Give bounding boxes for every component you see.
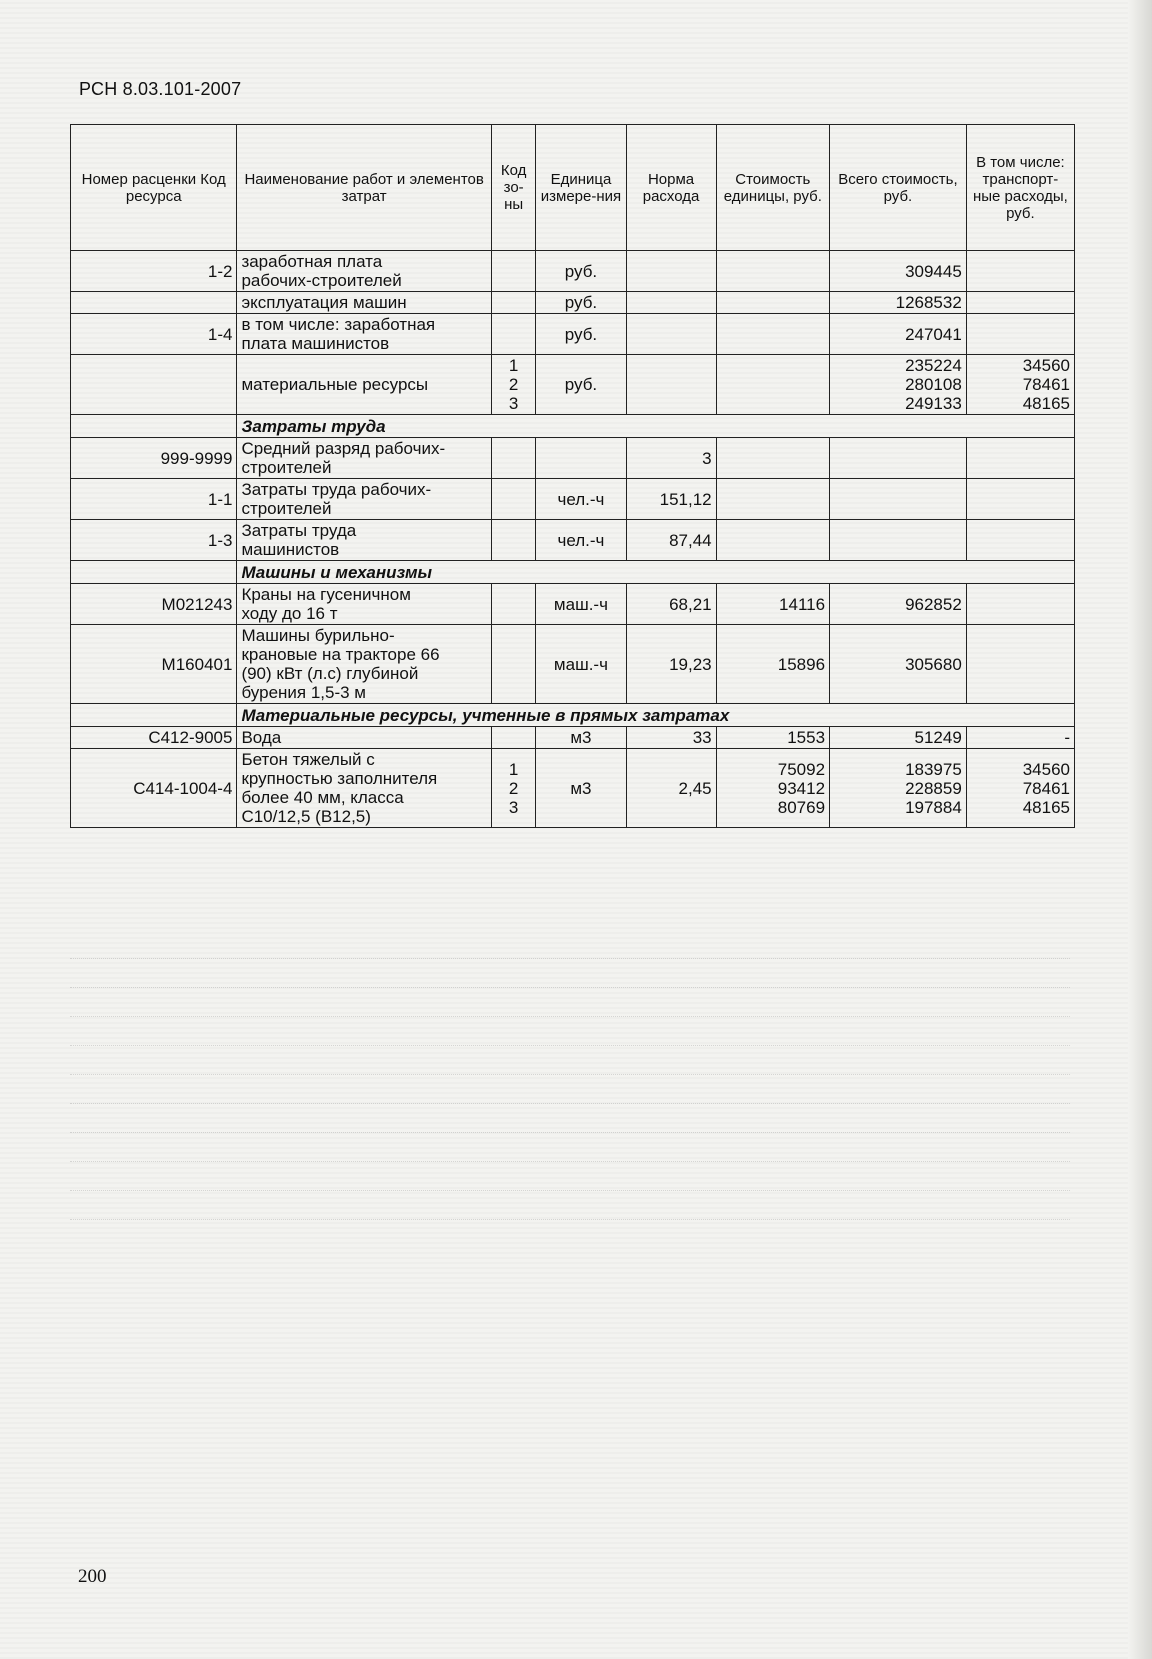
transport-cost-line: 34560: [1022, 759, 1070, 779]
work-name-line: бурения 1,5-3 м: [241, 683, 366, 702]
norm: [626, 355, 716, 415]
resource-code: М021243: [71, 584, 237, 625]
total-cost-line: 962852: [905, 594, 962, 614]
unit-cost-line: 93412: [777, 778, 826, 798]
work-name-line: Затраты труда рабочих-: [241, 480, 432, 499]
unit-cost: [716, 479, 829, 520]
work-name-line: Машины бурильно-: [241, 626, 395, 645]
transport-cost: [966, 292, 1074, 314]
zone-code: [491, 727, 536, 749]
section-title: Машины и механизмы: [237, 561, 1075, 584]
work-name-line: заработная плата: [241, 252, 383, 271]
total-cost-line: 228859: [905, 778, 962, 798]
unit: руб.: [536, 355, 626, 415]
unit-cost: [716, 727, 829, 749]
table-row: [71, 625, 1075, 704]
transport-cost: [966, 625, 1074, 704]
unit: чел.-ч: [536, 520, 626, 561]
transport-cost-line: 78461: [1022, 778, 1070, 798]
unit-cost: [716, 292, 829, 314]
unit-cost: [716, 355, 829, 415]
total-cost: [830, 251, 967, 292]
unit: м3: [536, 727, 626, 749]
section-spacer: [71, 704, 237, 727]
norm: 68,21: [626, 584, 716, 625]
transport-cost: [966, 314, 1074, 355]
table-row: [71, 355, 1075, 415]
page-edge-shadow: [1128, 0, 1152, 1659]
work-name-line: материальные ресурсы: [241, 375, 429, 394]
price-table: [70, 124, 1075, 828]
resource-code: С414-1004-4: [71, 749, 237, 828]
total-cost: [830, 438, 967, 479]
unit-cost: [716, 438, 829, 479]
zone-code-line: 3: [508, 797, 519, 817]
total-cost-line: 309445: [905, 261, 962, 281]
work-name-line: плата машинистов: [241, 334, 390, 353]
table-row: [71, 314, 1075, 355]
unit: руб.: [536, 251, 626, 292]
resource-code: 1-2: [71, 251, 237, 292]
work-name: [237, 251, 491, 292]
work-name: [237, 314, 491, 355]
zone-code: [491, 520, 536, 561]
work-name-line: Вода: [241, 728, 282, 747]
norm: 3: [626, 438, 716, 479]
unit: м3: [536, 749, 626, 828]
header-transport: В том числе: транспорт-ные расходы, руб.: [966, 125, 1074, 251]
zone-code: [491, 479, 536, 520]
total-cost: [830, 749, 967, 828]
section-spacer: [71, 561, 237, 584]
work-name: [237, 292, 491, 314]
unit: руб.: [536, 314, 626, 355]
header-norm: Норма расхода: [626, 125, 716, 251]
zone-code-line: 3: [508, 394, 519, 413]
table-body: [71, 251, 1075, 828]
transport-cost: [966, 251, 1074, 292]
resource-code: [71, 355, 237, 415]
total-cost-line: 249133: [905, 394, 962, 413]
total-cost-line: 235224: [905, 356, 962, 375]
section-title: Материальные ресурсы, учтенные в прямых затратах: [237, 704, 1075, 727]
norm: 2,45: [626, 749, 716, 828]
table-row: [71, 438, 1075, 479]
work-name-line: строителей: [241, 458, 332, 477]
work-name: [237, 625, 491, 704]
zone-code: [491, 438, 536, 479]
total-cost-line: 197884: [905, 797, 962, 817]
work-name: [237, 355, 491, 415]
zone-code: [491, 625, 536, 704]
total-cost-line: 305680: [905, 654, 962, 674]
header-unit: Единица измере-ния: [536, 125, 626, 251]
transport-cost: [966, 355, 1074, 415]
section-title: Затраты труда: [237, 415, 1075, 438]
zone-code: [491, 584, 536, 625]
transport-cost-line: 48165: [1022, 394, 1070, 413]
work-name-line: строителей: [241, 499, 332, 518]
section-row: [71, 561, 1075, 584]
zone-code-line: 1: [508, 759, 519, 779]
resource-code: 1-3: [71, 520, 237, 561]
unit-cost-line: 80769: [777, 797, 826, 817]
unit-cost-line: 15896: [777, 654, 826, 674]
unit-cost: [716, 251, 829, 292]
transport-cost: [966, 438, 1074, 479]
norm: 33: [626, 727, 716, 749]
resource-code: [71, 292, 237, 314]
work-name-line: Краны на гусеничном: [241, 585, 411, 604]
work-name-line: крановые на тракторе 66: [241, 645, 440, 664]
table-row: [71, 479, 1075, 520]
unit-cost: [716, 520, 829, 561]
transport-cost-line: 48165: [1022, 797, 1070, 817]
zone-code: [491, 749, 536, 828]
unit: маш.-ч: [536, 584, 626, 625]
resource-code: 1-1: [71, 479, 237, 520]
norm: [626, 251, 716, 292]
work-name-line: более 40 мм, класса: [241, 788, 404, 807]
unit-cost-line: 1553: [787, 728, 826, 747]
unit-cost: [716, 749, 829, 828]
work-name: [237, 727, 491, 749]
resource-code: 999-9999: [71, 438, 237, 479]
work-name: [237, 438, 491, 479]
header-total: Всего стоимость, руб.: [830, 125, 967, 251]
document-code: РСН 8.03.101-2007: [79, 79, 242, 99]
resource-code: М160401: [71, 625, 237, 704]
header-zone: Код зо-ны: [491, 125, 536, 251]
total-cost: [830, 292, 967, 314]
unit-cost-line: 14116: [779, 594, 826, 614]
bleed-through-lines: [70, 930, 1070, 1530]
header-code: Номер расценки Код ресурса: [71, 125, 237, 251]
work-name-line: крупностью заполнителя: [241, 769, 438, 788]
zone-code-line: 2: [508, 375, 519, 394]
norm: [626, 292, 716, 314]
work-name-line: ходу до 16 т: [241, 604, 338, 623]
total-cost: [830, 625, 967, 704]
transport-cost: [966, 749, 1074, 828]
total-cost-line: 183975: [905, 759, 962, 779]
total-cost-line: 1268532: [895, 293, 962, 312]
transport-cost: [966, 479, 1074, 520]
resource-code: 1-4: [71, 314, 237, 355]
zone-code: [491, 314, 536, 355]
work-name-line: эксплуатация машин: [241, 293, 407, 312]
resource-code: С412-9005: [71, 727, 237, 749]
work-name: [237, 584, 491, 625]
unit-cost: [716, 314, 829, 355]
header-unit-cost: Стоимость единицы, руб.: [716, 125, 829, 251]
table-header-row: [71, 125, 1075, 251]
norm: 151,12: [626, 479, 716, 520]
section-row: [71, 704, 1075, 727]
transport-cost-line: 78461: [1022, 375, 1070, 394]
work-name: [237, 520, 491, 561]
total-cost-line: 247041: [905, 324, 962, 344]
table-row: [71, 520, 1075, 561]
work-name: [237, 749, 491, 828]
unit: маш.-ч: [536, 625, 626, 704]
total-cost: [830, 584, 967, 625]
work-name-line: Бетон тяжелый с: [241, 750, 375, 769]
total-cost-line: 51249: [914, 728, 962, 747]
total-cost: [830, 520, 967, 561]
zone-code-line: 2: [508, 778, 519, 798]
zone-code-line: 1: [508, 356, 519, 375]
work-name-line: (90) кВт (л.с) глубиной: [241, 664, 419, 683]
section-row: [71, 415, 1075, 438]
work-name: [237, 479, 491, 520]
transport-cost-line: 34560: [1022, 356, 1070, 375]
page-number: 200: [78, 1566, 107, 1587]
table-row: [71, 251, 1075, 292]
work-name-line: машинистов: [241, 540, 340, 559]
table-row: [71, 749, 1075, 828]
header-name: Наименование работ и элементов затрат: [237, 125, 491, 251]
table-row: [71, 292, 1075, 314]
unit: [536, 438, 626, 479]
work-name-line: Затраты труда: [241, 521, 357, 540]
work-name-line: С10/12,5 (В12,5): [241, 807, 371, 826]
zone-code: [491, 355, 536, 415]
total-cost: [830, 314, 967, 355]
unit-cost-line: 75092: [777, 759, 826, 779]
norm: 19,23: [626, 625, 716, 704]
unit-cost: [716, 625, 829, 704]
norm: 87,44: [626, 520, 716, 561]
transport-cost-line: -: [1064, 728, 1070, 747]
work-name-line: Средний разряд рабочих-: [241, 439, 446, 458]
unit-cost: [716, 584, 829, 625]
unit: руб.: [536, 292, 626, 314]
transport-cost: [966, 584, 1074, 625]
work-name-line: рабочих-строителей: [241, 271, 402, 290]
total-cost: [830, 355, 967, 415]
total-cost: [830, 479, 967, 520]
unit: чел.-ч: [536, 479, 626, 520]
section-spacer: [71, 415, 237, 438]
total-cost: [830, 727, 967, 749]
total-cost-line: 280108: [905, 375, 962, 394]
zone-code: [491, 251, 536, 292]
transport-cost: [966, 520, 1074, 561]
zone-code: [491, 292, 536, 314]
table-row: [71, 727, 1075, 749]
norm: [626, 314, 716, 355]
work-name-line: в том числе: заработная: [241, 315, 436, 334]
transport-cost: [966, 727, 1074, 749]
table-row: [71, 584, 1075, 625]
